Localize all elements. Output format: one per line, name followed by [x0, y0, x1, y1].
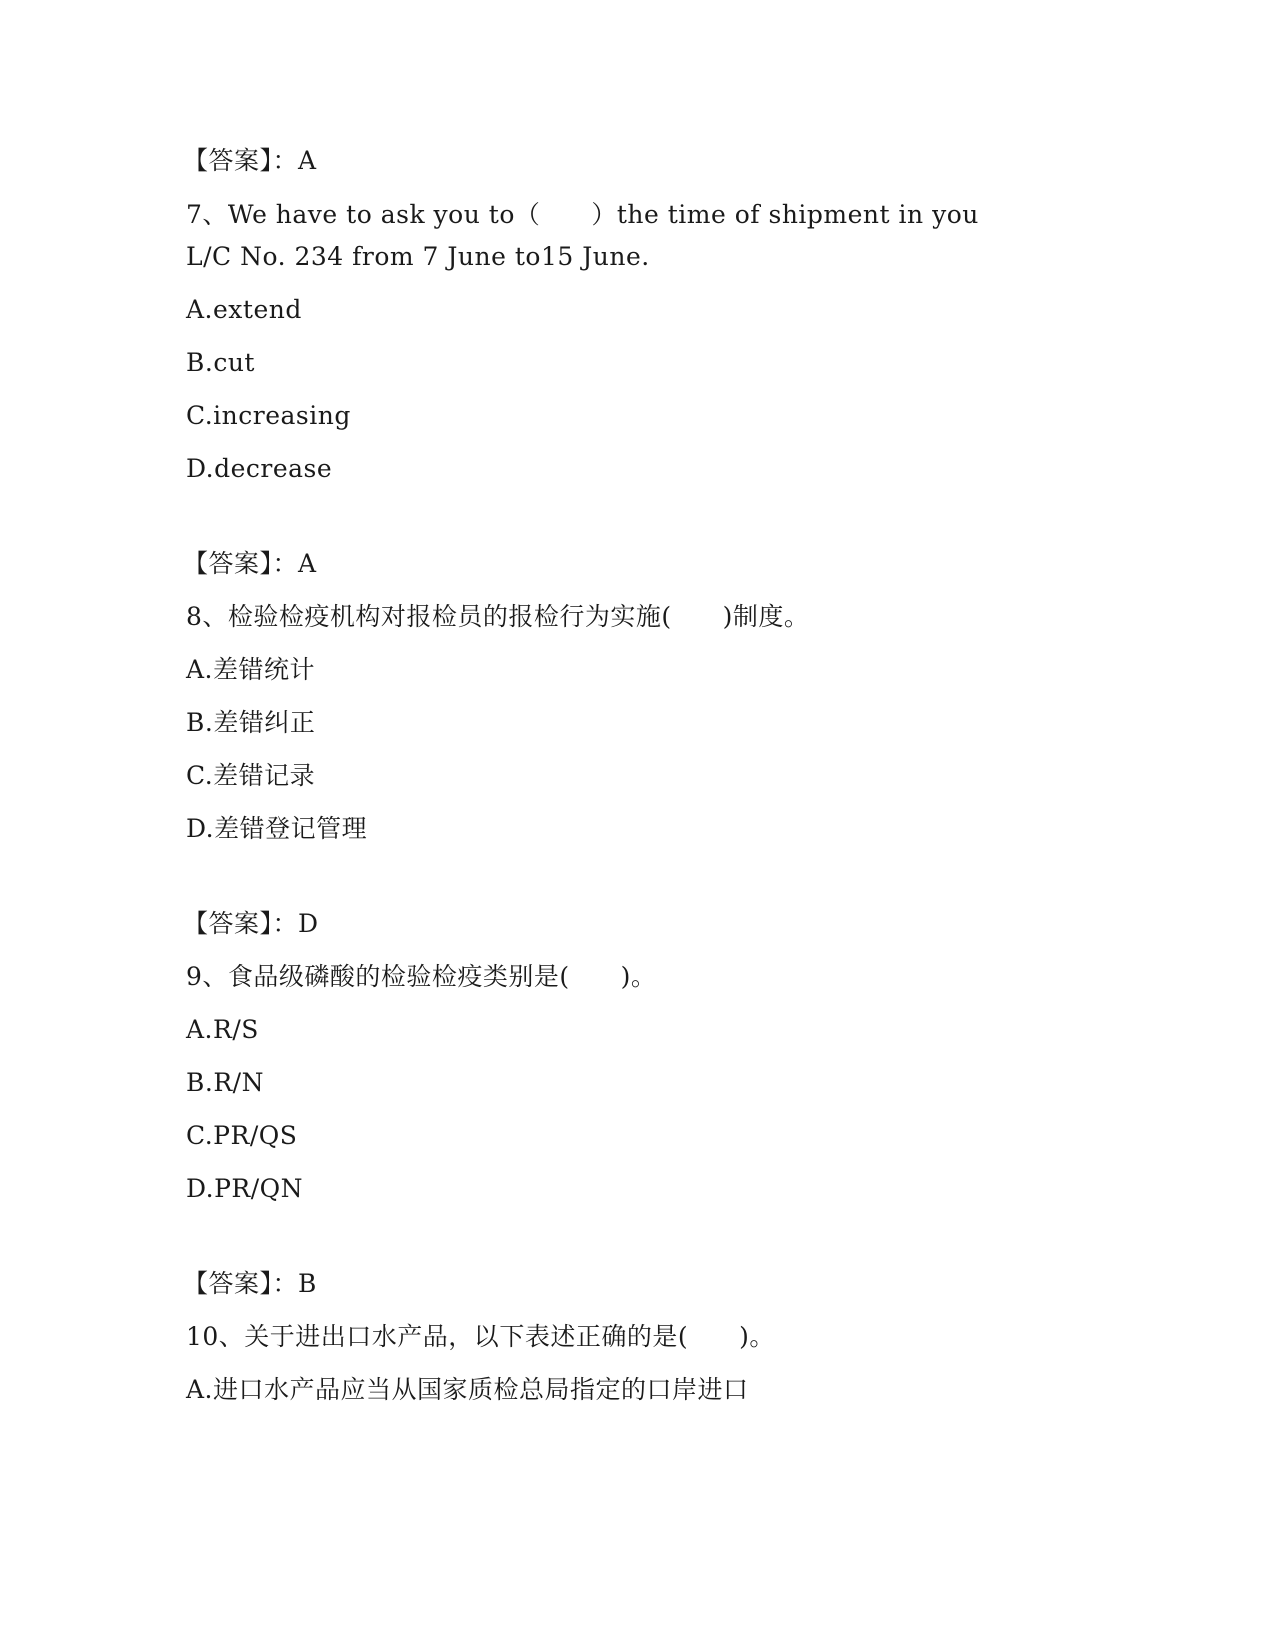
option-d: D.decrease	[186, 454, 333, 483]
option-a: A.进口水产品应当从国家质检总局指定的口岸进口	[186, 1375, 749, 1404]
question-8: 8、检验检疫机构对报检员的报检行为实施( )制度。	[186, 602, 810, 631]
option-a: A.extend	[186, 295, 302, 324]
question-7-continued: L/C No. 234 from 7 June to15 June.	[186, 242, 650, 271]
option-b: B.R/N	[186, 1068, 264, 1097]
answer-line: 【答案】：D	[183, 909, 319, 938]
option-a: A.R/S	[186, 1015, 259, 1044]
question-10: 10、关于进出口水产品，以下表述正确的是( )。	[186, 1322, 775, 1351]
question-9: 9、食品级磷酸的检验检疫类别是( )。	[186, 962, 657, 991]
option-a: A.差错统计	[186, 655, 316, 684]
option-c: C.PR/QS	[186, 1121, 298, 1150]
option-d: D.PR/QN	[186, 1174, 304, 1203]
answer-line: 【答案】：A	[183, 549, 317, 578]
option-d: D.差错登记管理	[186, 814, 368, 843]
answer-line: 【答案】：A	[183, 146, 317, 175]
question-7: 7、We have to ask you to（ ）the time of shipment in you	[186, 200, 979, 229]
option-c: C.差错记录	[186, 761, 316, 790]
option-b: B.cut	[186, 348, 255, 377]
option-b: B.差错纠正	[186, 708, 316, 737]
option-c: C.increasing	[186, 401, 351, 430]
answer-line: 【答案】：B	[183, 1269, 317, 1298]
